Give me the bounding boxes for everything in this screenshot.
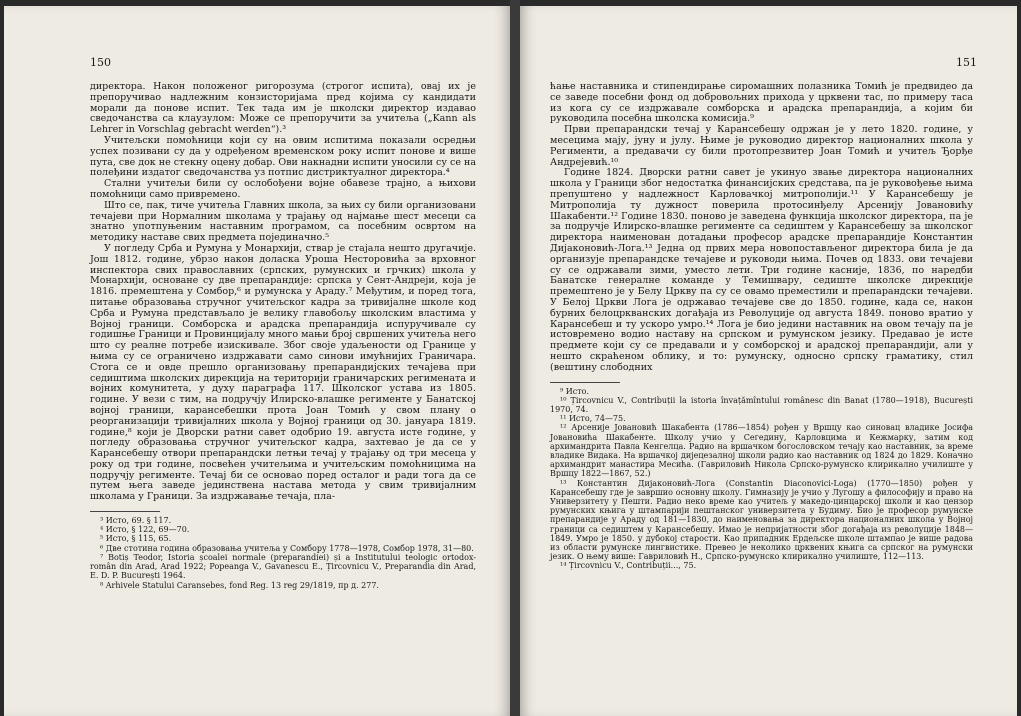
paragraph: ћање наставника и стипендирање сиромашних полазника Томић је предвидео да се заведе посебни фонд од добровољних прихода у црквени тас, по примеру таса из кога су се издржавале сомборска и арадска препарандија, а којим би руководила посебна школска комисија.⁹ <box>550 81 973 125</box>
right-page <box>520 6 1017 716</box>
paragraph: Први препарандски течај у Карансебешу одржан је у лето 1820. године, у месецима мају, јуну и јулу. Њиме је руководио директор националних школа у Регименти, а предавачи су били протопрезвитер Јоан Томић и учитељ Ђорђе Андрејевић.¹⁰ <box>550 124 973 168</box>
footnotes <box>90 516 476 590</box>
footnotes <box>550 387 973 571</box>
footnote: ⁶ Две стотина година образовања учитеља у Сомбору 1778—1978, Сомбор 1978, 31—80. <box>100 543 474 553</box>
footnote: ¹³ Константин Дијаконовић-Лога (Constantin Diaconovici-Loga) (1770—1850) рођен у Карансебешу где је завршио основну школу. Гимназију је учио у Лугошу а философију и право на Универзитету у Пешти. Радио неко време као учитељ у македо-цинцарској школи и као цензор румунских књига у штампарији пештанског универзитета у Будиму. Био је професор румунске препарандије у Араду од 181—1830, до наименовања за директора националних школа у Војној граници са седиштем у Карансебешу. Имао је непријатности због догађаја из револуције 1848—1849. Умро је 1850. у дубокој старости. Као припадник Ердељске школе штампао је више радова из области румунске лингвистике. Превео је неколико црквених књига са српског на румунски језик. О њему више: Гавриловић Н., Српско-румунско клирикално училиште, 112—113. <box>550 478 973 562</box>
page-body <box>550 82 973 571</box>
paragraph: Стални учитељи били су ослобођени војне обавезе трајно, а њихови помоћници само привремено. <box>90 178 476 200</box>
paragraph: директора. Након положеног ригорозума (строгог испита), овај их је препоручивао надлежним конзисторијама пред којима су кандидати морали да понове испит. Тек тада им је школски директор издавао сведочанства са клаузулом: Може се препоручити за учитеља („Kann als Lehrer in Vorschlag gebracht werden“).³ <box>90 81 476 136</box>
footnote: ¹⁰ Țircovnicu V., Contribuții la istoria învațămîntului românesc din Banat (1780—1918), București 1970, 74. <box>550 395 973 414</box>
footnote: ¹⁴ Țircovnicu V., Contribuții..., 75. <box>560 561 697 571</box>
footnote: ⁸ Arhivele Statului Caransebes, fond Reg. 13 reg 29/1819, пр д. 277. <box>100 580 379 590</box>
book-gutter <box>510 0 520 716</box>
page-number: 151 <box>956 56 977 69</box>
footnote: ⁷ Botiș Teodor, Istoria școalei normale (preparandiei) și a Institutului teologic ortodox-român din Arad, Arad 1922; Popeanga V., Gavanescu E., Țircovnicu V., Preparandia din Arad, E. D. P. București 1964. <box>90 552 476 581</box>
page-number: 150 <box>90 56 111 69</box>
footnote-rule <box>90 511 160 512</box>
paragraph: У погледу Срба и Румуна у Монархији, ствар је стајала нешто другачије. Још 1812. године, убрзо након доласка Уроша Несторовића за врховног инспектора свих православних (српских, румунских и грчких) школа у Монархији, основане су две препарандије: српска у Сент-Андреји, која је 1816. премештена у Сомбор,⁶ и румунска у Араду.⁷ Међутим, и поред тога, питање образовања стручног учитељског кадра за тривијалне школе код Срба и Румуна представљало је велику главобољу школским властима у Војној граници. Сомборска и арадска препарандија испуручивале су годишње Граници и Провинцијалу много мањи број свршених учитеља него што су реалне потребе изискивале. Због своје удаљености од Границе у њима су се ограничено издржавати само синови имућнијих Граничара. Стога се и овде прешло организовању препарандијских течајева при седиштима школских дирекција на територији граничарских регимената и војних комунитета, у духу параграфа 117. Школског устава из 1805. године. У вези с тим, на подручју Илирско-влашке регименте у Банатској војној граници, карансебешки прота Јоан Томић у свом плану о реорганизацији тривијалних школа у Војној граници од 30. јануара 1819. године,⁸ који је Дворски ратни савет одобрио 19. августа исте године, у погледу образовања стручног учитељског кадра, захтевао је да се у Карансебешу отвори препарандски летњи течај у трајању од три месеца у року од три године, посвећен учитељима и учитељским помоћницима на подручју регименте. Течај би се основао поред осталог и ради тога да се путем њега заведе јединствена настава метода у свим тривијалним школама у Граници. За издржавање течаја, пла- <box>90 242 476 503</box>
footnote: ³ Исто, 69. § 117. <box>100 516 172 526</box>
paragraph: Учитељски помоћници који су на овим испитима показали осредњи успех позивани су да у одређеном временском року испит понове и више пута, све док не стекну оцену добар. Ови накнадни испити уносили су се на полеђини издатог сведочанства уз потпис дистриктуалног директора.⁴ <box>90 134 476 179</box>
left-page <box>4 6 510 716</box>
footnote: ⁵ Исто, § 115, 65. <box>100 534 172 544</box>
page-body <box>90 82 476 590</box>
footnote: ¹² Арсеније Јовановић Шакабента (1786—1854) рођен у Вршцу као синовац владике Јосифа Јовановића Шакабенте. Школу учио у Сегедину, Карловцима и Кежмарку, затим код архимандрита Павла Кенгелца. Радио на вршачком богословском течају као наставник, за време владике Видака. На вршачкој дијецезалној школи радио као наставник од 1824 до 1829. Коначно архимандрит манастира Месића. (Гавриловић Никола Српско-румунско клирикално училиште у Вршцу 1822—1867, 52.) <box>550 423 973 479</box>
paragraph: Године 1824. Дворски ратни савет је укинуо звање директора националних школа у Граници због недостатка финансијских средстава, па је руковођење њима препуштено у надлежност Карловачкој митрополији.¹¹ У Карансебешу је Митрополија ту дужност поверила протосинђелу Арсенију Јовановићу Шакабенти.¹² Године 1830. поново је заведена функција школског директора, па је за подручје Илирско-влашке регименте са седиштем у Карансебешу за школског директора наименован дотадањи професор арадске препарандије Константин Дијаконовић-Лога.¹³ Једна од првих мера новопостављеног директора била је да организује препарандске течајеве и руководи њима. Почев од 1833. ови течајеви су се одржавали зими, уместо лети. Три године касније, 1836, по наредби Банатске генералне команде у Темишвару, седиште школске дирекције премештено је у Белу Цркву па су се овамо преместили и препарандски течајеви. У Белој Цркви Лога је одржавао течајеве све до 1850. године, када се, након бурних белоцркванских догађаја из Револуције од августа 1849. поново вратио у Карансебеш и ту ускоро умро.¹⁴ Лога је био једини наставник на овом течају па је истовремено водио наставу на српском и румунском језику. Предавао је исте предмете који су се предавали и у сомборској и арадској препарандији, али у нешто скраћеном облику, и то: румунску, односно српску граматику, стил (вештину слободних <box>550 167 973 373</box>
footnote: ⁹ Исто. <box>560 386 589 396</box>
footnote-rule <box>550 382 620 383</box>
paragraph: Што се, пак, тиче учитеља Главних школа, за њих су били организовани течајеви при Нормалним школама у трајању од најмање шест месеци са знатно употпуњеним наставним програмом, са посебним освртом на методику наставе свих предмета појединачно.⁵ <box>90 199 476 244</box>
footnote: ¹¹ Исто, 74—75. <box>560 414 626 424</box>
footnote: ⁴ Исто, § 122, 69—70. <box>100 525 190 535</box>
